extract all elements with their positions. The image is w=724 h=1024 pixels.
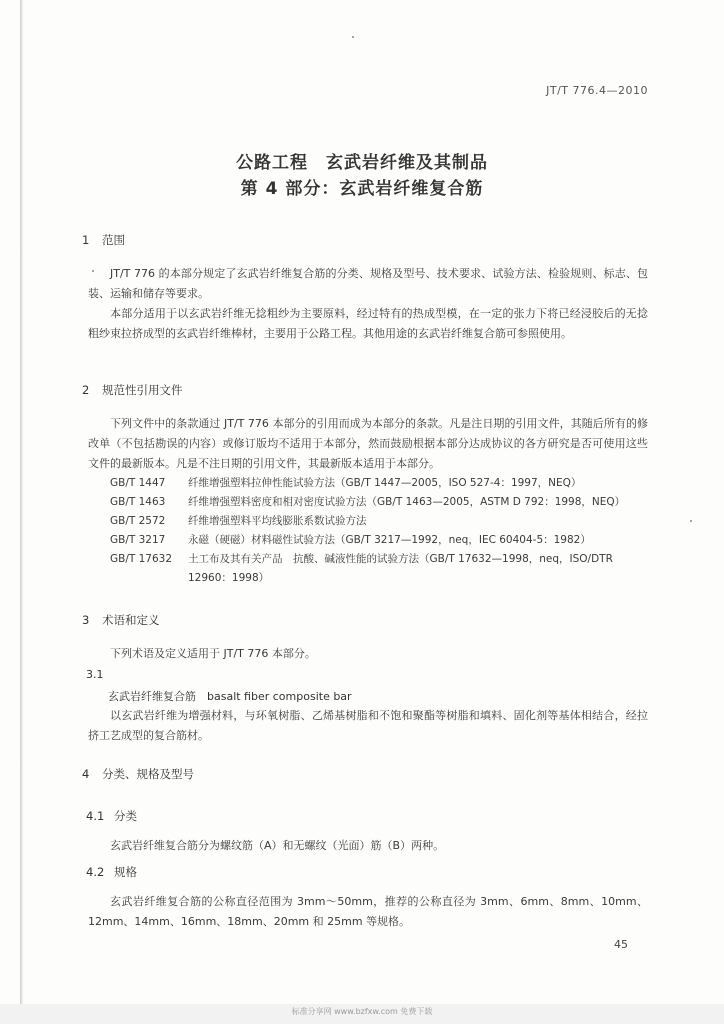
section-title: 规范性引用文件	[102, 383, 183, 397]
section-number: 3	[82, 613, 90, 627]
section-2-paragraph: 下列文件中的条款通过 JT/T 776 本部分的引用而成为本部分的条款。凡是注日期的引用文件，其随后所有的修改单（不包括勘误的内容）或修订版均不适用于本部分，然而鼓励根据本部分达成协议的各方研究是否可使用这些文件的最新版本。凡是不注日期的引用文件，其最新版本适用于本部分。	[88, 417, 648, 470]
section-number: 4	[82, 767, 90, 781]
reference-code: GB/T 17632	[110, 553, 173, 565]
reference-code: GB/T 1463	[110, 496, 166, 508]
standard-code-header: JT/T 776.4—2010	[546, 84, 648, 97]
scan-speck	[352, 36, 354, 38]
reference-code: GB/T 1447	[110, 477, 166, 489]
term-definition: 以玄武岩纤维为增强材料，与环氧树脂、乙烯基树脂和不饱和聚酯等树脂和填料、固化剂等基体相结合，经拉挤工艺成型的复合筋材。	[88, 709, 648, 742]
reference-item	[110, 550, 650, 588]
reference-item	[110, 493, 650, 512]
section-3-heading	[82, 612, 160, 628]
section-title: 分类、规格及型号	[102, 767, 194, 781]
section-4-heading	[82, 766, 194, 782]
reference-title: 永磁（硬磁）材料磁性试验方法（GB/T 3217—1992，neq，IEC 60404-5：1982）	[188, 534, 591, 546]
subsection-title: 规格	[114, 865, 137, 879]
reference-item	[110, 474, 650, 493]
scan-speck	[92, 270, 94, 272]
reference-title: 纤维增强塑料密度和相对密度试验方法（GB/T 1463—2005，ASTM D 792：1998，NEQ）	[188, 496, 626, 508]
subsection-title: 分类	[114, 809, 137, 823]
reference-code: GB/T 3217	[110, 534, 166, 546]
subsection-4-1-heading	[86, 808, 137, 824]
reference-title: 土工布及其有关产品 抗酸、碱液性能的试验方法（GB/T 17632—1998，neq，ISO/DTR 12960：1998）	[188, 553, 613, 584]
subsection-number: 4.2	[86, 865, 105, 879]
subsection-number: 4.1	[86, 809, 105, 823]
section-title: 术语和定义	[102, 613, 160, 627]
section-number: 2	[82, 383, 90, 397]
document-title-line2: 第 4 部分：玄武岩纤维复合筋	[240, 179, 484, 199]
section-title: 范围	[102, 233, 125, 247]
term-entry: 玄武岩纤维复合筋 basalt fiber composite bar	[108, 690, 352, 703]
document-title-line1: 公路工程 玄武岩纤维及其制品	[236, 153, 488, 173]
reference-code: GB/T 2572	[110, 515, 166, 527]
section-1-paragraph-2: 本部分适用于以玄武岩纤维无捻粗纱为主要原料，经过特有的热成型模，在一定的张力下将已经浸胶后的无捻粗纱束拉挤成型的玄武岩纤维棒材，主要用于公路工程。其他用途的玄武岩纤维复合筋可参照使用。	[88, 307, 648, 340]
subsection-4-2-paragraph: 玄武岩纤维复合筋的公称直径范围为 3mm～50mm，推荐的公称直径为 3mm、6mm、8mm、10mm、12mm、14mm、16mm、18mm、20mm 和 25mm 等规格。	[88, 895, 648, 928]
reference-item	[110, 512, 650, 531]
section-1-paragraph-1: JT/T 776 的本部分规定了玄武岩纤维复合筋的分类、规格及型号、技术要求、试验方法、检验规则、标志、包装、运输和储存等要求。	[88, 267, 648, 300]
section-1-heading	[82, 232, 125, 248]
reference-title: 纤维增强塑料平均线膨胀系数试验方法	[188, 515, 367, 527]
reference-title: 纤维增强塑料拉伸性能试验方法（GB/T 1447—2005，ISO 527-4：1997，NEQ）	[188, 477, 582, 489]
scan-speck	[690, 520, 692, 522]
footer-watermark-text: 标准分享网 www.bzfxw.com 免费下载	[291, 1007, 433, 1016]
section-3-paragraph: 下列术语及定义适用于 JT/T 776 本部分。	[110, 647, 316, 660]
subsection-4-2-heading	[86, 864, 137, 880]
subsection-3-1-number: 3.1	[86, 668, 104, 681]
reference-item	[110, 531, 650, 550]
section-number: 1	[82, 233, 90, 247]
subsection-4-1-paragraph: 玄武岩纤维复合筋分为螺纹筋（A）和无螺纹（光面）筋（B）两种。	[110, 839, 445, 852]
section-2-heading	[82, 382, 183, 398]
page-number: 45	[614, 938, 628, 951]
